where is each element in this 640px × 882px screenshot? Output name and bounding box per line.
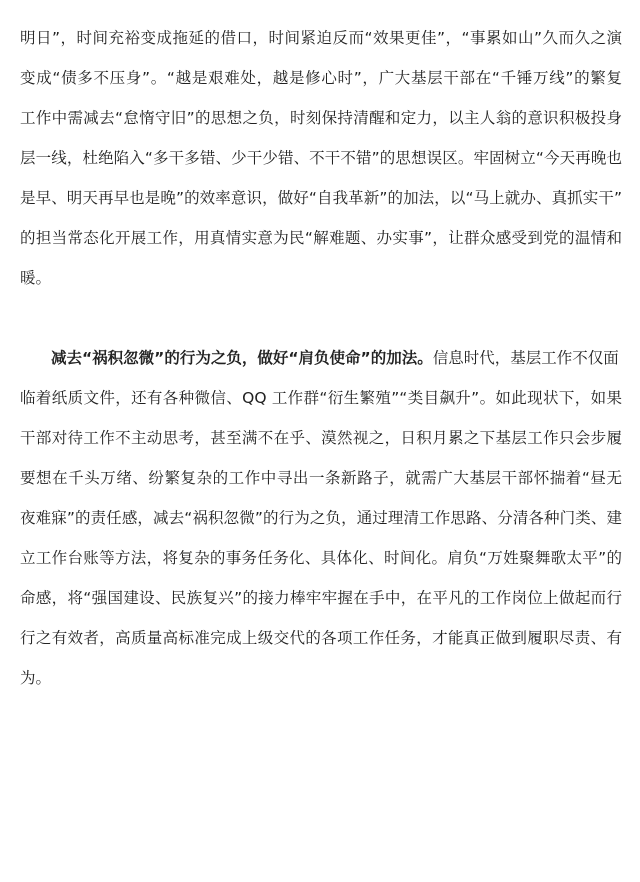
paragraph-2-line: 行之有效者，高质量高标准完成上级交代的各项工作任务，才能真正做到履职尽责、有 [20,629,622,647]
paragraph-2-first-line [20,338,622,378]
paragraph-1 [20,18,622,298]
paragraph-1-line: 明日”，时间充裕变成拖延的借口，时间紧迫反而“效果更佳”，“事累如山”久而久之演 [20,29,622,47]
paragraph-2-line: 立工作台账等方法，将复杂的事务任务化、具体化、时间化。肩负“万姓聚舞歌太平”的 [20,549,622,567]
paragraph-1-line: 是早、明天再早也是晚”的效率意识，做好“自我革新”的加法，以“马上就办、真抓实干” [20,189,622,207]
paragraph-1-line: 暖。 [20,269,52,287]
paragraph-2-first-line-rest: 信息时代，基层工作不仅面 [432,349,619,367]
paragraph-2-line: 临着纸质文件，还有各种微信、QQ 工作群“衍生繁殖”“类目飙升”。如此现状下，如果 [20,389,622,407]
paragraph-2-line: 为。 [20,669,52,687]
paragraph-2-line: 干部对待工作不主动思考，甚至满不在乎、漠然视之，日积月累之下基层工作只会步履 [20,429,622,447]
paragraph-2 [20,338,622,698]
paragraph-1-line: 工作中需减去“怠惰守旧”的思想之负，时刻保持清醒和定力，以主人翁的意识积极投身 [20,109,622,127]
paragraph-1-line: 变成“债多不压身”。“越是艰难处，越是修心时”，广大基层干部在“千锤万线”的繁复 [20,69,622,87]
paragraph-2-heading: 减去“祸积忽微”的行为之负，做好“肩负使命”的加法。 [51,349,433,367]
paragraph-1-line: 的担当常态化开展工作，用真情实意为民“解难题、办实事”，让群众感受到党的温情和 [20,229,622,247]
paragraph-2-line: 要想在千头万绪、纷繁复杂的工作中寻出一条新路子，就需广大基层干部怀揣着“昼无 [20,469,622,487]
paragraph-2-line: 夜难寐”的责任感，减去“祸积忽微”的行为之负，通过理清工作思路、分清各种门类、建 [20,509,622,527]
paragraph-1-line: 层一线，杜绝陷入“多干多错、少干少错、不干不错”的思想误区。牢固树立“今天再晚也 [20,149,622,167]
paragraph-2-line: 命感，将“强国建设、民族复兴”的接力棒牢牢握在手中，在平凡的工作岗位上做起而行 [20,589,622,607]
